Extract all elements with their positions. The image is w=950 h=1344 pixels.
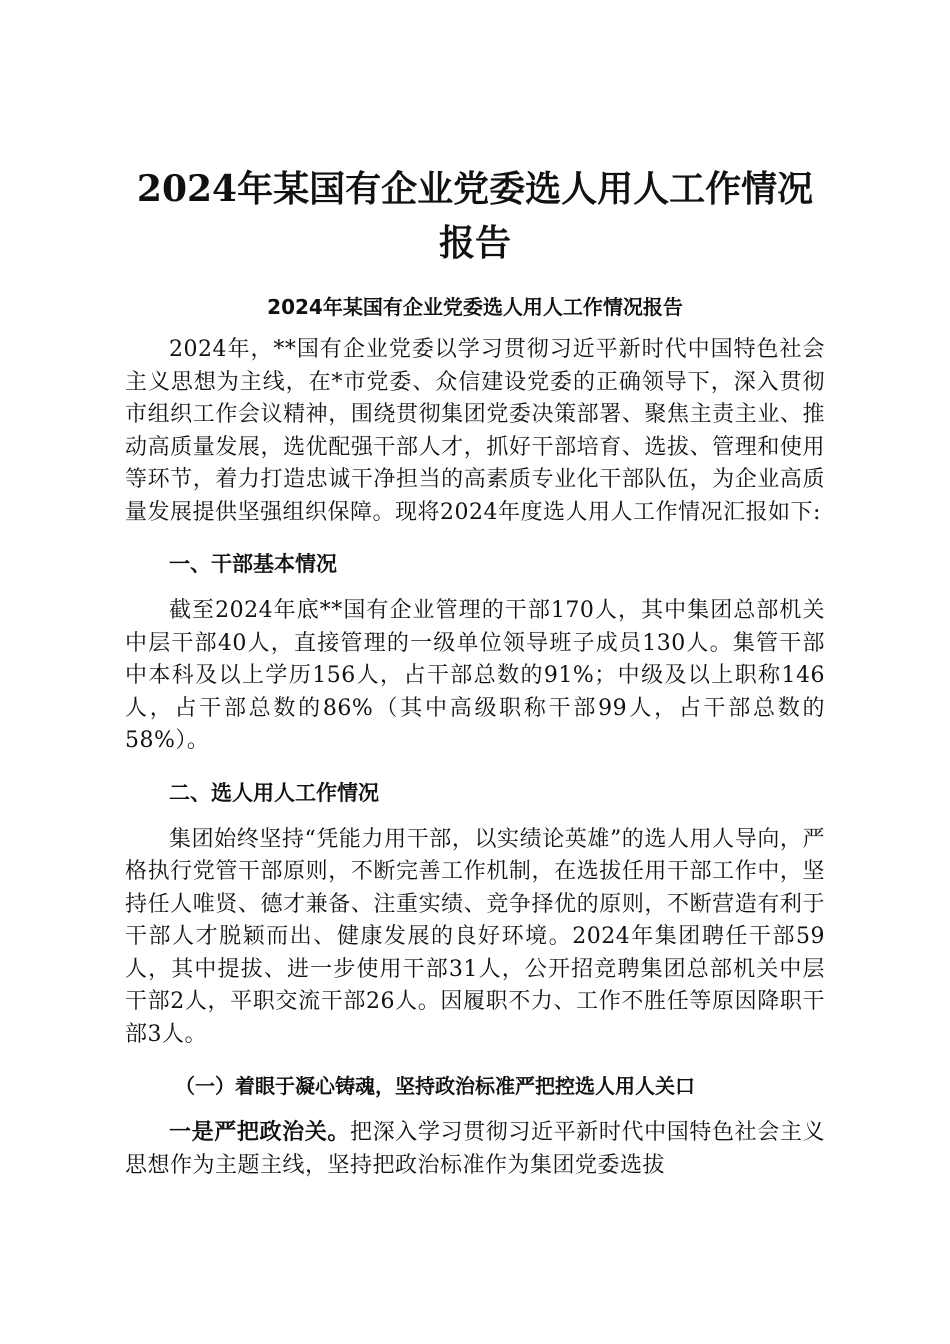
subtitle: 2024年某国有企业党委选人用人工作情况报告 <box>267 295 683 319</box>
subsection-paragraph-political-standard <box>125 1117 825 1182</box>
paragraph-text: 把深入学习贯彻习近平新时代中国特色社会主义思想作为主题主线，坚持把政治标准作为集团党委选拔 <box>125 1120 825 1178</box>
subsection-heading-political-standard: （一）着眼于凝心铸魂，坚持政治标准严把控选人用人关口 <box>175 1074 695 1098</box>
intro-paragraph: 2024年，**国有企业党委以学习贯彻习近平新时代中国特色社会主义思想为主线，在*市党委、众信建设党委的正确领导下，深入贯彻市组织工作会议精神，围绕贯彻集团党委决策部署、聚焦主责主业、推动高质量发展，选优配强干部人才，抓好干部培育、选拔、管理和使用等环节，着力打造忠诚干净担当的高素质专业化干部队伍，为企业高质量发展提供坚强组织保障。现将2024年度选人用人工作情况汇报如下: <box>125 337 825 525</box>
section-paragraph-basic-situation: 截至2024年底**国有企业管理的干部170人，其中集团总部机关中层干部40人，直接管理的一级单位领导班子成员130人。集管干部中本科及以上学历156人，占干部总数的91%；中级及以上职称146人，占干部总数的86%（其中高级职称干部99人，占干部总数的58%）。 <box>125 598 825 753</box>
paragraph-lead: 一是严把政治关。 <box>169 1120 350 1145</box>
section-heading-basic-situation: 一、干部基本情况 <box>169 552 337 576</box>
section-heading-selection-work: 二、选人用人工作情况 <box>169 780 379 805</box>
main-title: 2024年某国有企业党委选人用人工作情况报告 <box>136 168 814 264</box>
section-paragraph-selection-work: 集团始终坚持“凭能力用干部，以实绩论英雄”的选人用人导向，严格执行党管干部原则，不断完善工作机制，在选拔任用干部工作中，坚持任人唯贤、德才兼备、注重实绩、竞争择优的原则，不断营造有利于干部人才脱颖而出、健康发展的良好环境。2024年集团聘任干部59人，其中提拔、进一步使用干部31人，公开招竞聘集团总部机关中层干部2人，平职交流干部26人。因履职不力、工作不胜任等原因降职干部3人。 <box>125 826 825 1047</box>
document-content <box>125 162 825 1182</box>
